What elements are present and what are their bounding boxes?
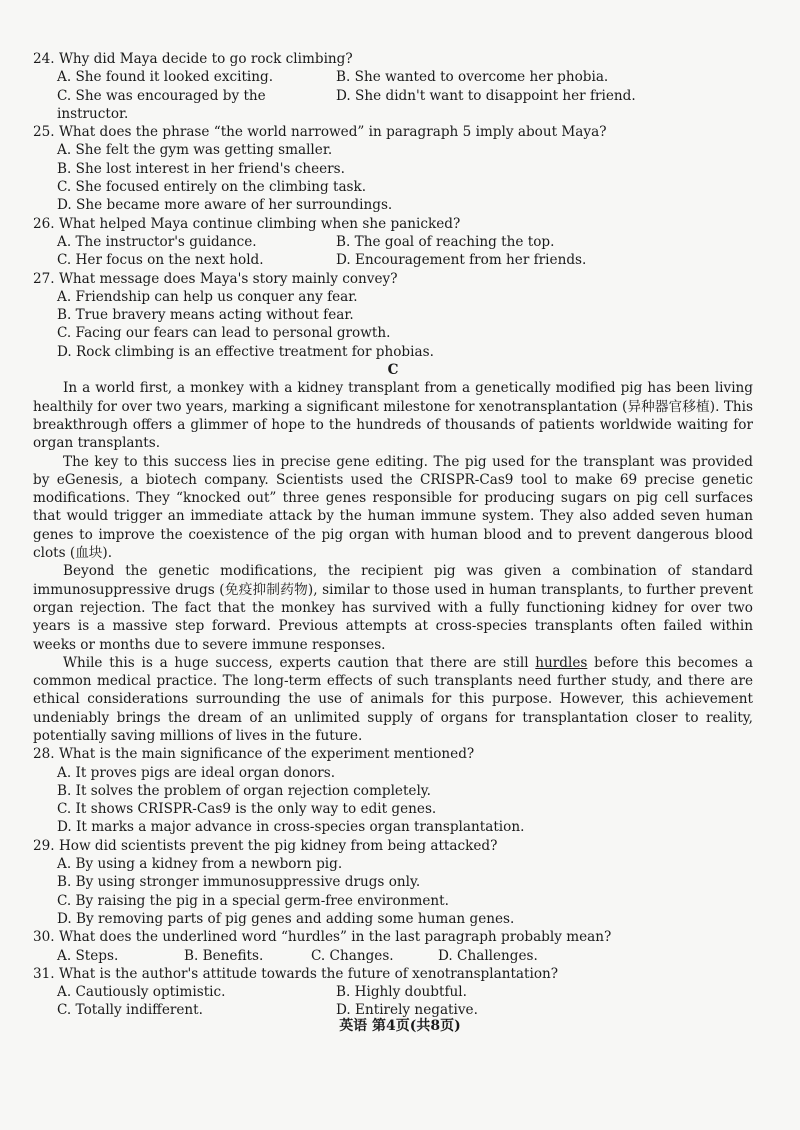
option-a: A. The instructor's guidance. — [57, 233, 257, 250]
passage-paragraph-4 — [33, 654, 753, 745]
option-a: A. She found it looked exciting. — [57, 69, 274, 86]
option-d: D. Entirely negative. — [336, 1002, 478, 1019]
option-a: A. Cautiously optimistic. — [57, 984, 226, 1001]
question-stem: 29. How did scientists prevent the pig kidney from being attacked? — [33, 837, 498, 854]
option-b: B. She wanted to overcome her phobia. — [336, 69, 609, 86]
question-25 — [33, 123, 753, 214]
passage-paragraph-1: In a world first, a monkey with a kidney transplant from a genetically modified pig has been living healthily for over two years, marking a significant milestone for xenotransplantation (异种器官移植). This breakthrough offers a glimmer of hope to the hundreds of thousands of patients worldwide waiting for organ transplants. — [33, 380, 753, 452]
option-d: D. By removing parts of pig genes and adding some human genes. — [57, 910, 515, 927]
option-c: C. Facing our fears can lead to personal growth. — [57, 325, 391, 342]
option-a: A. It proves pigs are ideal organ donors. — [57, 764, 336, 781]
option-b: B. By using stronger immunosuppressive drugs only. — [57, 874, 421, 891]
option-b: B. She lost interest in her friend's cheers. — [57, 160, 345, 177]
page-content — [33, 50, 753, 1020]
option-b: B. True bravery means acting without fear. — [57, 307, 354, 324]
question-stem: 28. What is the main significance of the experiment mentioned? — [33, 746, 475, 763]
question-stem: 24. Why did Maya decide to go rock climbing? — [33, 51, 353, 67]
question-29 — [33, 837, 753, 928]
question-24 — [33, 50, 753, 123]
option-a: A. Steps. — [57, 947, 119, 964]
option-c: C. Changes. — [311, 947, 394, 964]
option-c: C. She focused entirely on the climbing task. — [57, 179, 367, 196]
option-d: D. Encouragement from her friends. — [336, 252, 587, 269]
underlined-word: hurdles — [535, 654, 588, 671]
option-b: B. The goal of reaching the top. — [336, 233, 555, 250]
section-title: C — [387, 362, 399, 379]
option-d: D. Challenges. — [438, 947, 538, 964]
passage-paragraph-3: Beyond the genetic modifications, the recipient pig was given a combination of standard immunosuppressive drugs (免疫抑制药物), similar to those used in human transplants, to further prevent organ rejection. The fact that the monkey has survived with a fully functioning kidney for over two years is a massive step forward. Previous attempts at cross-species transplants often failed within weeks or months due to severe immune responses. — [33, 563, 753, 653]
question-26 — [33, 215, 753, 270]
option-d: D. She became more aware of her surroundings. — [57, 197, 393, 214]
option-c: C. Her focus on the next hold. — [57, 252, 264, 269]
option-d: D. She didn't want to disappoint her friend. — [336, 87, 636, 104]
question-30 — [33, 928, 753, 965]
passage-paragraph-2: The key to this success lies in precise gene editing. The pig used for the transplant was provided by eGenesis, a biotech company. Scientists used the CRISPR-Cas9 tool to make 69 precise genetic modifications. They “knocked out” three genes responsible for producing sugars on pig cell surfaces that would trigger an immediate attack by the human immune system. They also added seven human genes to improve the coexistence of the pig organ with human blood and to prevent dangerous blood clots (血块). — [33, 453, 753, 562]
option-b: B. It solves the problem of organ rejection completely. — [57, 782, 432, 799]
option-a: A. By using a kidney from a newborn pig. — [57, 856, 343, 873]
question-stem: 30. What does the underlined word “hurdles” in the last paragraph probably mean? — [33, 929, 612, 946]
question-stem: 25. What does the phrase “the world narrowed” in paragraph 5 imply about Maya? — [33, 124, 607, 141]
option-b: B. Highly doubtful. — [336, 984, 467, 1001]
option-a: A. She felt the gym was getting smaller. — [57, 142, 333, 159]
option-a: A. Friendship can help us conquer any fear. — [57, 288, 358, 305]
option-d: D. Rock climbing is an effective treatment for phobias. — [57, 343, 434, 360]
paragraph-4-part-2: before this becomes a common medical practice. The long-term effects of such transplants need further study, and there are ethical considerations surrounding the use of animals for this purpose. However, this achievement undeniably brings the dream of an unlimited supply of organs for transplantation closer to reality, potentially saving millions of lives in the future. — [33, 654, 753, 744]
option-c: C. She was encouraged by the instructor. — [57, 87, 266, 122]
question-stem: 26. What helped Maya continue climbing when she panicked? — [33, 215, 461, 232]
option-c: C. Totally indifferent. — [57, 1002, 203, 1019]
option-d: D. It marks a major advance in cross-species organ transplantation. — [57, 819, 525, 836]
question-stem: 27. What message does Maya's story mainly convey? — [33, 270, 398, 287]
question-stem: 31. What is the author's attitude towards the future of xenotransplantation? — [33, 965, 559, 982]
question-28 — [33, 745, 753, 836]
paragraph-4-part-1: While this is a huge success, experts caution that there are still — [63, 654, 536, 671]
question-27 — [33, 270, 753, 361]
option-b: B. Benefits. — [184, 947, 264, 964]
question-31 — [33, 965, 753, 1020]
option-c: C. By raising the pig in a special germ-free environment. — [57, 892, 449, 909]
page-footer: 英语 第4页(共8页) — [339, 1018, 461, 1034]
option-c: C. It shows CRISPR-Cas9 is the only way to edit genes. — [57, 801, 437, 818]
